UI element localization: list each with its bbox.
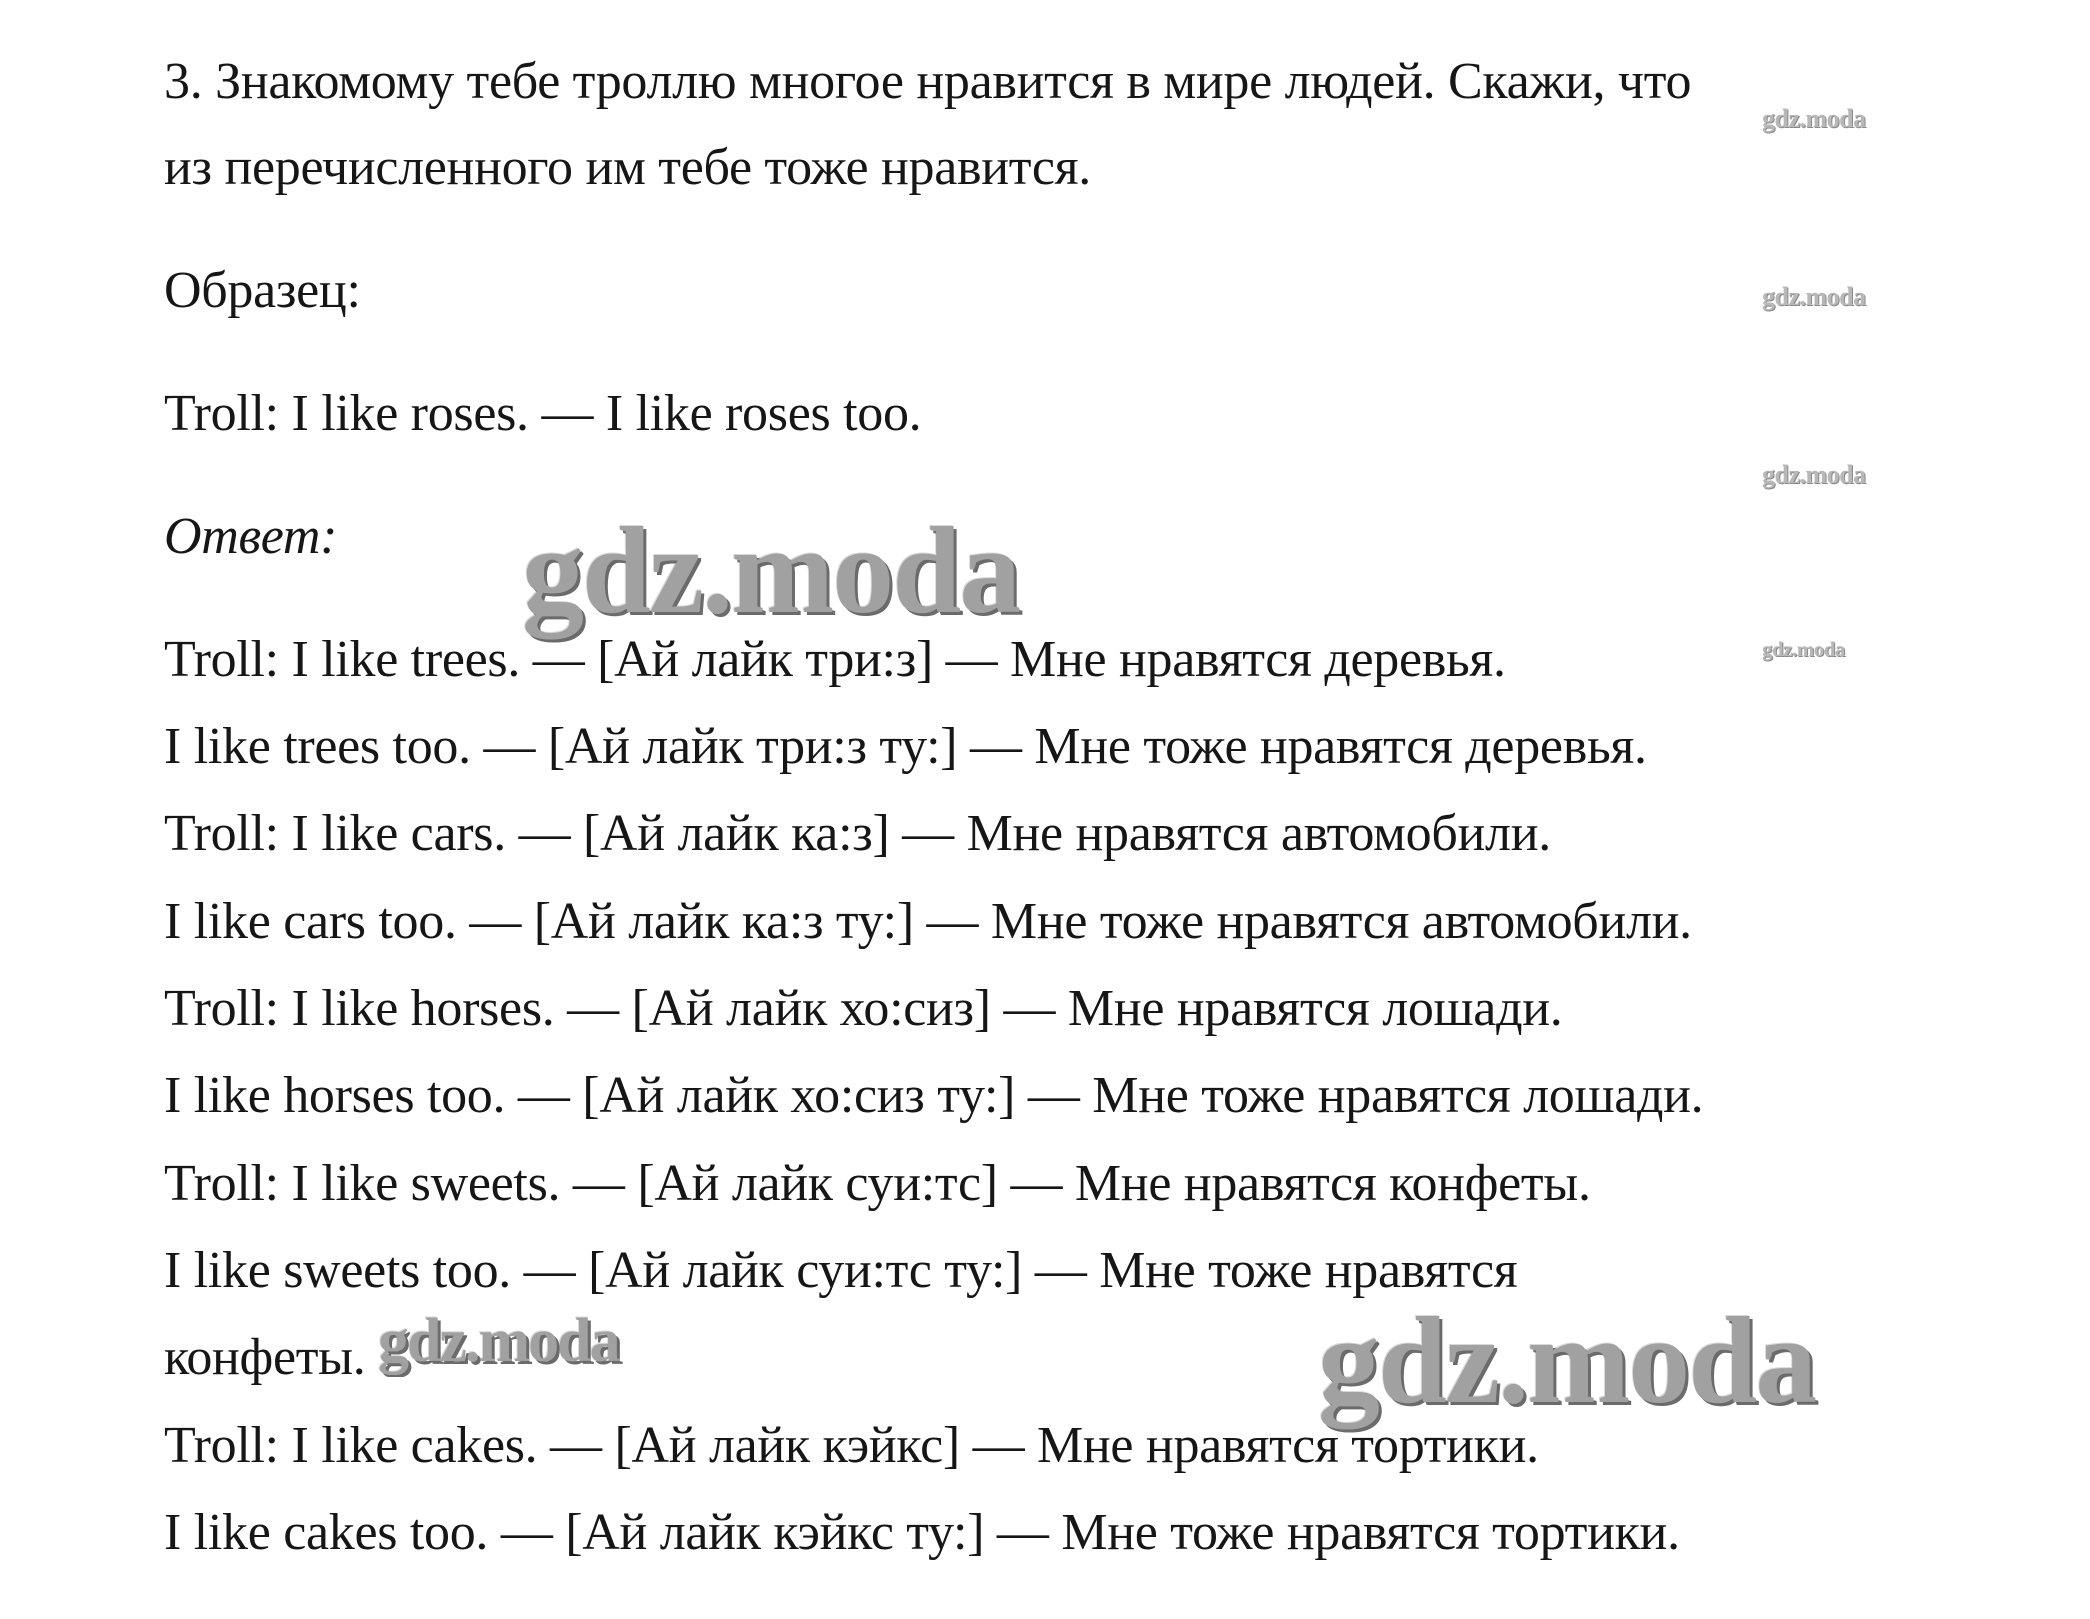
watermark-small: gdz.moda (1762, 637, 1845, 661)
watermark-small: gdz.moda (1762, 282, 1866, 311)
watermark-large: gdz.moda (522, 502, 1020, 639)
answer-line: Troll: I like cars. — [Ай лайк ка:з] — Мне нравятся автомобили. (164, 805, 1551, 862)
watermark-small: gdz.moda (1762, 104, 1866, 133)
answer-line: Troll: I like horses. — [Ай лайк хо:сиз] — Мне нравятся лошади. (164, 980, 1563, 1037)
sample-text: Troll: I like roses. — I like roses too. (164, 385, 922, 442)
answer-line: I like cakes too. — [Ай лайк кэйкс ту:] — Мне тоже нравятся тортики. (164, 1504, 1680, 1561)
answer-line: I like horses too. — [Ай лайк хо:сиз ту:] — Мне тоже нравятся лошади. (164, 1067, 1704, 1124)
watermark-large: gdz.moda (1318, 1292, 1816, 1429)
answer-line: I like trees too. — [Ай лайк три:з ту:] — Мне тоже нравятся деревья. (164, 718, 1647, 775)
answer-label: Ответ: (164, 508, 338, 565)
sample-label: Образец: (164, 262, 361, 319)
answer-line: Troll: I like cakes. — [Ай лайк кэйкс] — Мне нравятся тортики. (164, 1417, 1539, 1474)
task-heading-line-2: из перечисленного им тебе тоже нравится. (164, 139, 1091, 196)
task-heading-line-1: 3. Знакомому тебе троллю многое нравится в мире людей. Скажи, что (164, 53, 1692, 110)
answer-line: Troll: I like trees. — [Ай лайк три:з] — Мне нравятся деревья. (164, 631, 1506, 688)
answer-line: I like sweets too. — [Ай лайк суи:тс ту:] — Мне тоже нравятся (164, 1242, 1518, 1299)
watermark-small: gdz.moda (1762, 460, 1866, 489)
answer-line: конфеты. (164, 1329, 366, 1386)
watermark-medium: gdz.moda (378, 1307, 619, 1375)
answer-line: I like cars too. — [Ай лайк ка:з ту:] — Мне тоже нравятся автомобили. (164, 893, 1692, 950)
answer-line: Troll: I like sweets. — [Ай лайк суи:тс] — Мне нравятся конфеты. (164, 1155, 1591, 1212)
